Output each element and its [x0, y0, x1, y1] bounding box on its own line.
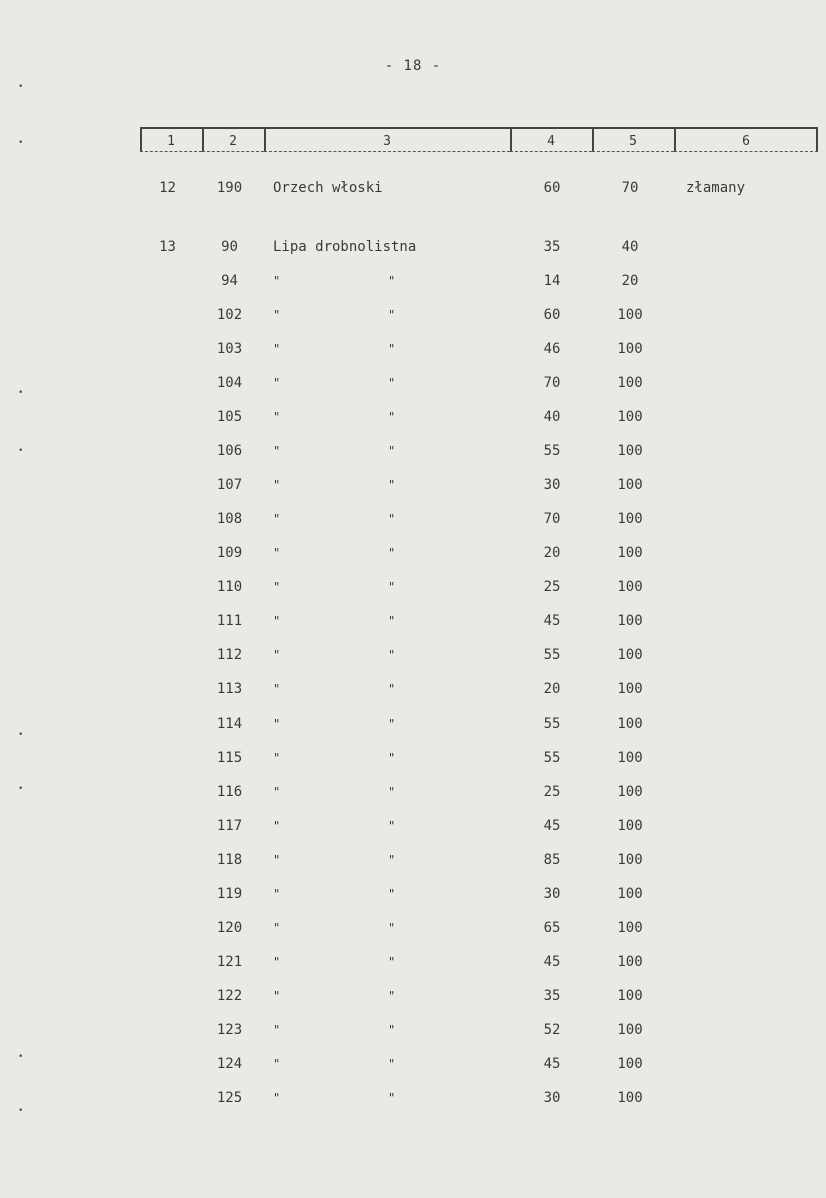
header-col-5: 5: [592, 127, 674, 152]
table-row: [0, 747, 826, 769]
tree-number-cell: 117: [216, 818, 243, 834]
species-ditto-cell: ": [388, 751, 396, 765]
species-cell: ": [273, 444, 281, 458]
tree-number-cell: 105: [216, 409, 243, 425]
height-cell: 100: [617, 307, 643, 323]
species-cell: ": [273, 955, 281, 969]
tree-number-cell: 104: [216, 375, 243, 391]
height-cell: 100: [617, 341, 643, 357]
table-row: [0, 177, 826, 199]
tree-number-cell: 109: [216, 545, 243, 561]
table-row: [0, 781, 826, 803]
species-ditto-cell: ": [388, 1057, 396, 1071]
height-cell: 100: [617, 784, 643, 800]
species-cell: ": [273, 853, 281, 867]
table-row: [0, 372, 826, 394]
species-ditto-cell: ": [388, 819, 396, 833]
height-cell: 100: [617, 477, 643, 493]
tree-number-cell: 94: [221, 273, 238, 289]
trunk-circumference-cell: 55: [543, 443, 561, 459]
species-cell: ": [273, 614, 281, 628]
trunk-circumference-cell: 14: [543, 273, 561, 289]
table-row: [0, 474, 826, 496]
species-ditto-cell: ": [388, 512, 396, 526]
header-col-3: 3: [264, 127, 510, 152]
tree-number-cell: 103: [216, 341, 243, 357]
trunk-circumference-cell: 70: [543, 375, 561, 391]
table-row: [0, 610, 826, 632]
trunk-circumference-cell: 46: [543, 341, 561, 357]
tree-number-cell: 107: [216, 477, 243, 493]
trunk-circumference-cell: 45: [543, 954, 561, 970]
height-cell: 100: [617, 852, 643, 868]
species-ditto-cell: ": [388, 785, 396, 799]
height-cell: 100: [617, 613, 643, 629]
species-cell: ": [273, 921, 281, 935]
species-ditto-cell: ": [388, 376, 396, 390]
species-cell: ": [273, 1023, 281, 1037]
trunk-circumference-cell: 55: [543, 750, 561, 766]
species-cell: ": [273, 376, 281, 390]
height-cell: 100: [617, 716, 643, 732]
tree-number-cell: 106: [216, 443, 243, 459]
height-cell: 100: [617, 681, 643, 697]
species-ditto-cell: ": [388, 444, 396, 458]
table-row: [0, 304, 826, 326]
table-row: [0, 644, 826, 666]
table-row: [0, 713, 826, 735]
height-cell: 100: [617, 1056, 643, 1072]
trunk-circumference-cell: 55: [543, 647, 561, 663]
tree-number-cell: 110: [216, 579, 243, 595]
species-cell: ": [273, 308, 281, 322]
tree-number-cell: 114: [216, 716, 243, 732]
scan-mark: •: [18, 784, 24, 794]
tree-number-cell: 115: [216, 750, 243, 766]
height-cell: 100: [617, 545, 643, 561]
trunk-circumference-cell: 45: [543, 1056, 561, 1072]
tree-number-cell: 116: [216, 784, 243, 800]
species-cell: ": [273, 751, 281, 765]
species-cell: ": [273, 648, 281, 662]
trunk-circumference-cell: 45: [543, 818, 561, 834]
table-row: [0, 678, 826, 700]
scan-mark: •: [18, 446, 24, 456]
species-ditto-cell: ": [388, 682, 396, 696]
table-row: [0, 508, 826, 530]
page-number: - 18 -: [384, 58, 442, 74]
trunk-circumference-cell: 60: [543, 307, 561, 323]
height-cell: 100: [617, 886, 643, 902]
species-ditto-cell: ": [388, 921, 396, 935]
tree-number-cell: 108: [216, 511, 243, 527]
species-cell: Lipa drobnolistna: [273, 239, 417, 255]
table-row: [0, 883, 826, 905]
height-cell: 100: [617, 1022, 643, 1038]
species-cell: ": [273, 785, 281, 799]
species-ditto-cell: ": [388, 853, 396, 867]
species-cell: ": [273, 819, 281, 833]
height-cell: 100: [617, 1090, 643, 1106]
species-cell: ": [273, 887, 281, 901]
trunk-circumference-cell: 30: [543, 886, 561, 902]
trunk-circumference-cell: 55: [543, 716, 561, 732]
remarks-cell: złamany: [686, 180, 746, 196]
species-ditto-cell: ": [388, 887, 396, 901]
tree-number-cell: 90: [221, 239, 238, 255]
height-cell: 100: [617, 920, 643, 936]
species-ditto-cell: ": [388, 717, 396, 731]
species-ditto-cell: ": [388, 955, 396, 969]
tree-number-cell: 120: [216, 920, 243, 936]
species-cell: ": [273, 682, 281, 696]
species-ditto-cell: ": [388, 648, 396, 662]
table-row: [0, 236, 826, 258]
scan-mark: •: [18, 1106, 24, 1116]
species-ditto-cell: ": [388, 478, 396, 492]
trunk-circumference-cell: 20: [543, 681, 561, 697]
table-row: [0, 406, 826, 428]
trunk-circumference-cell: 35: [543, 988, 561, 1004]
trunk-circumference-cell: 30: [543, 477, 561, 493]
species-cell: ": [273, 478, 281, 492]
height-cell: 100: [617, 647, 643, 663]
species-cell: ": [273, 989, 281, 1003]
table-header: [140, 127, 820, 152]
table-row: [0, 849, 826, 871]
species-cell: ": [273, 512, 281, 526]
species-ditto-cell: ": [388, 274, 396, 288]
header-col-6: 6: [674, 127, 818, 152]
height-cell: 40: [621, 239, 639, 255]
height-cell: 100: [617, 443, 643, 459]
tree-number-cell: 190: [216, 180, 243, 196]
scan-mark: •: [18, 730, 24, 740]
scan-mark: •: [18, 1052, 24, 1062]
species-ditto-cell: ": [388, 1023, 396, 1037]
tree-number-cell: 123: [216, 1022, 243, 1038]
header-col-4: 4: [510, 127, 592, 152]
tree-number-cell: 113: [216, 681, 243, 697]
height-cell: 100: [617, 375, 643, 391]
tree-number-cell: 118: [216, 852, 243, 868]
table-row: [0, 951, 826, 973]
species-cell: ": [273, 410, 281, 424]
height-cell: 100: [617, 579, 643, 595]
trunk-circumference-cell: 70: [543, 511, 561, 527]
trunk-circumference-cell: 35: [543, 239, 561, 255]
trunk-circumference-cell: 45: [543, 613, 561, 629]
species-cell: ": [273, 342, 281, 356]
species-ditto-cell: ": [388, 410, 396, 424]
height-cell: 20: [621, 273, 639, 289]
header-col-2: 2: [202, 127, 264, 152]
height-cell: 70: [621, 180, 639, 196]
table-row: [0, 542, 826, 564]
table-row: [0, 1019, 826, 1041]
tree-number-cell: 119: [216, 886, 243, 902]
lot-number-cell: 13: [159, 239, 176, 255]
table-row: [0, 576, 826, 598]
species-cell: ": [273, 1091, 281, 1105]
tree-number-cell: 102: [216, 307, 243, 323]
trunk-circumference-cell: 40: [543, 409, 561, 425]
table-row: [0, 1087, 826, 1109]
height-cell: 100: [617, 511, 643, 527]
table-row: [0, 815, 826, 837]
tree-number-cell: 112: [216, 647, 243, 663]
species-cell: ": [273, 1057, 281, 1071]
species-cell: ": [273, 717, 281, 731]
tree-number-cell: 121: [216, 954, 243, 970]
tree-number-cell: 111: [216, 613, 243, 629]
tree-number-cell: 122: [216, 988, 243, 1004]
trunk-circumference-cell: 60: [543, 180, 561, 196]
species-ditto-cell: ": [388, 1091, 396, 1105]
tree-number-cell: 125: [216, 1090, 243, 1106]
species-ditto-cell: ": [388, 580, 396, 594]
species-ditto-cell: ": [388, 308, 396, 322]
species-cell: ": [273, 274, 281, 288]
scan-mark: •: [18, 388, 24, 398]
table-row: [0, 985, 826, 1007]
trunk-circumference-cell: 85: [543, 852, 561, 868]
height-cell: 100: [617, 818, 643, 834]
species-ditto-cell: ": [388, 989, 396, 1003]
table-row: [0, 1053, 826, 1075]
height-cell: 100: [617, 409, 643, 425]
lot-number-cell: 12: [159, 180, 176, 196]
table-row: [0, 440, 826, 462]
trunk-circumference-cell: 20: [543, 545, 561, 561]
table-row: [0, 270, 826, 292]
table-row: [0, 917, 826, 939]
scan-mark: •: [18, 82, 24, 92]
table-row: [0, 338, 826, 360]
trunk-circumference-cell: 25: [543, 579, 561, 595]
species-cell: ": [273, 580, 281, 594]
species-ditto-cell: ": [388, 614, 396, 628]
height-cell: 100: [617, 954, 643, 970]
height-cell: 100: [617, 988, 643, 1004]
trunk-circumference-cell: 65: [543, 920, 561, 936]
scan-mark: •: [18, 138, 24, 148]
trunk-circumference-cell: 52: [543, 1022, 561, 1038]
species-ditto-cell: ": [388, 546, 396, 560]
species-ditto-cell: ": [388, 342, 396, 356]
tree-number-cell: 124: [216, 1056, 243, 1072]
trunk-circumference-cell: 30: [543, 1090, 561, 1106]
species-cell: Orzech włoski: [273, 180, 383, 196]
species-cell: ": [273, 546, 281, 560]
trunk-circumference-cell: 25: [543, 784, 561, 800]
height-cell: 100: [617, 750, 643, 766]
header-col-1: 1: [140, 127, 202, 152]
